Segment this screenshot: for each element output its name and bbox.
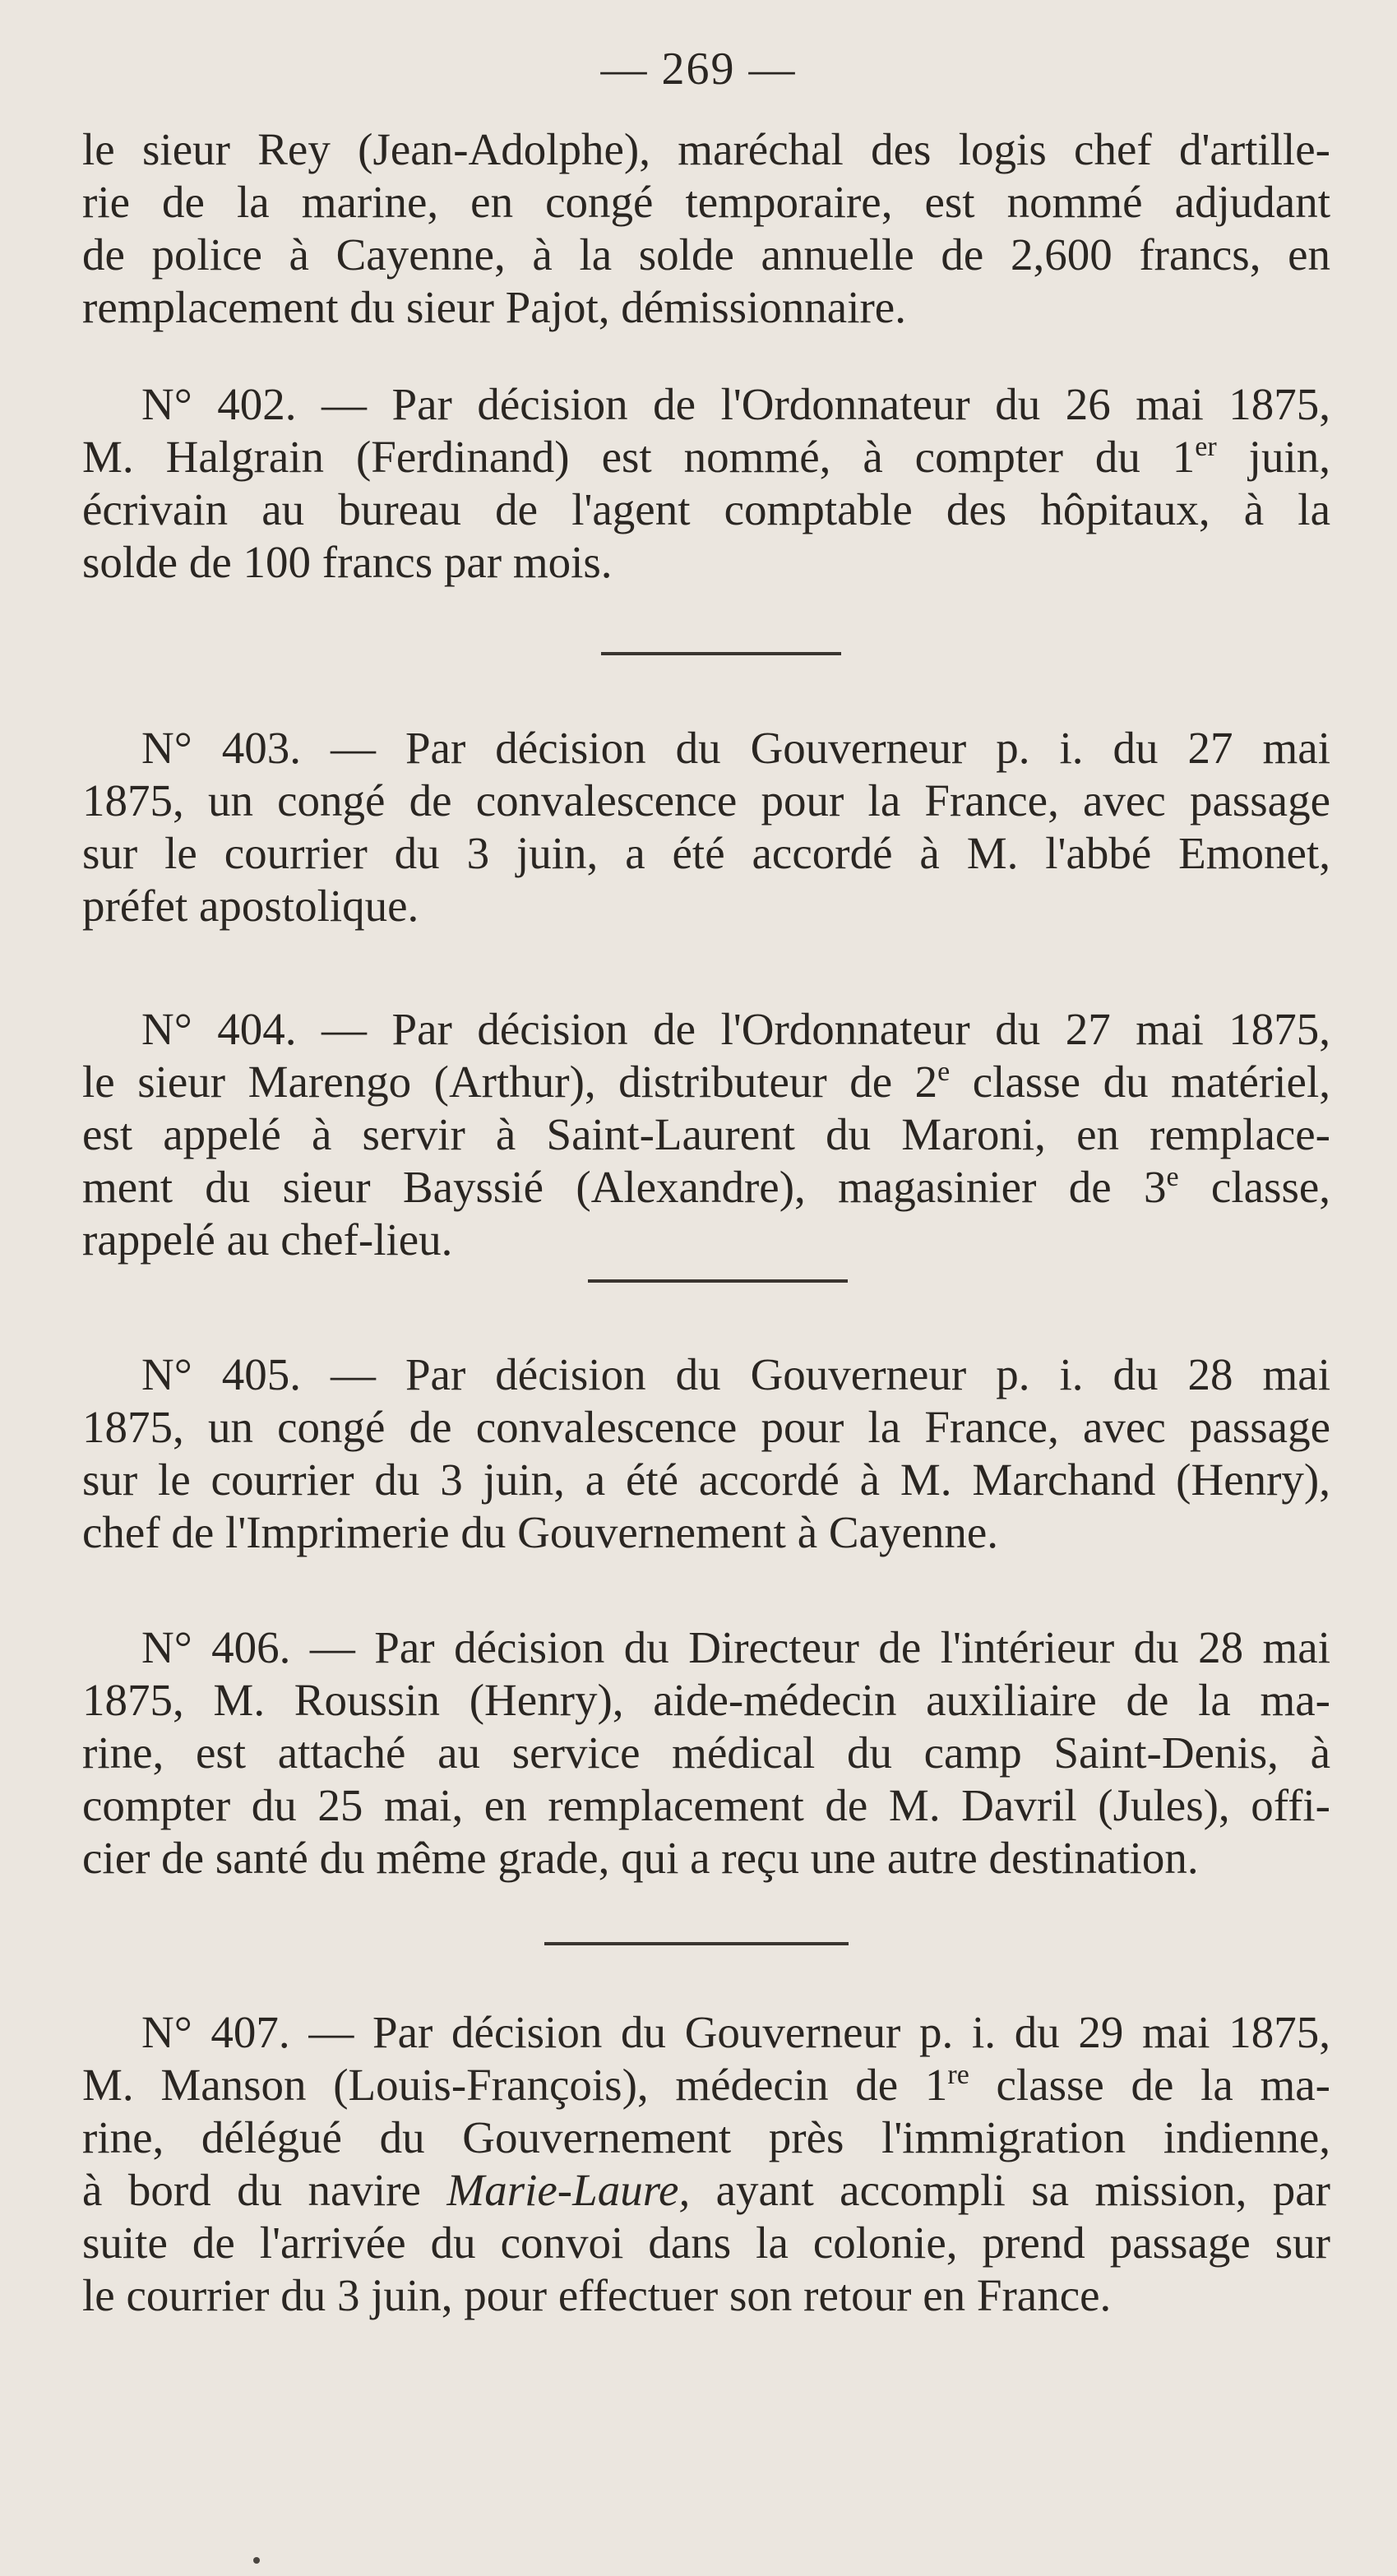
text-line: cier de santé du même grade, qui a reçu une autre destination. [82, 1833, 1199, 1883]
text-line: N° 404. — Par décision de l'Ordonnateur du 27 mai 1875, [141, 1004, 1330, 1054]
text-line: remplacement du sieur Pajot, démissionnaire. [82, 282, 906, 332]
text-line: préfet apostolique. [82, 881, 419, 931]
text-line: sur le courrier du 3 juin, a été accordé à M. Marchand (Henry), [82, 1454, 1330, 1505]
text-line: chef de l'Imprimerie du Gouvernement à Cayenne. [82, 1507, 999, 1557]
entry-405 [82, 1348, 1330, 1559]
text-line: rappelé au chef-lieu. [82, 1214, 453, 1265]
ship-name: Marie-Laure, [446, 2165, 691, 2215]
text-line: compter du 25 mai, en remplacement de M. Davril (Jules), offi- [82, 1780, 1330, 1830]
text-line: N° 402. — Par décision de l'Ordonnateur du 26 mai 1875, [141, 379, 1330, 429]
text-line: 1875, M. Roussin (Henry), aide-médecin auxiliaire de la ma- [82, 1675, 1330, 1725]
print-speck [253, 2557, 260, 2564]
separator-rule [601, 652, 841, 655]
entry-404 [82, 1003, 1330, 1266]
text-line: écrivain au bureau de l'agent comptable des hôpitaux, à la [82, 484, 1330, 534]
text-line: 1875, un congé de convalescence pour la France, avec passage [82, 1402, 1330, 1452]
text-line: à bord du navire Marie-Laure, ayant accompli sa mission, par [82, 2165, 1330, 2215]
text-line: est appelé à servir à Saint-Laurent du Maroni, en remplace- [82, 1109, 1330, 1159]
entry-407 [82, 2006, 1330, 2322]
text-line: rine, est attaché au service médical du camp Saint-Denis, à [82, 1727, 1330, 1778]
text-line: le sieur Marengo (Arthur), distributeur de 2e classe du matériel, [82, 1057, 1331, 1107]
text-line: N° 405. — Par décision du Gouverneur p. i. du 28 mai [141, 1349, 1330, 1399]
text-line: rie de la marine, en congé temporaire, est nommé adjudant [82, 177, 1330, 227]
entry-403 [82, 722, 1330, 932]
text-line: M. Halgrain (Ferdinand) est nommé, à compter du 1er juin, [82, 432, 1330, 482]
text-line: N° 406. — Par décision du Directeur de l'intérieur du 28 mai [141, 1622, 1330, 1672]
paragraph-continuation [82, 123, 1330, 334]
entry-402 [82, 378, 1330, 589]
text-line: le sieur Rey (Jean-Adolphe), maréchal des logis chef d'artille- [82, 124, 1330, 174]
separator-rule [588, 1279, 848, 1283]
text-line: de police à Cayenne, à la solde annuelle de 2,600 francs, en [82, 229, 1330, 280]
text-line: rine, délégué du Gouvernement près l'immigration indienne, [82, 2112, 1330, 2162]
text-line: solde de 100 francs par mois. [82, 537, 613, 587]
text-line: ment du sieur Bayssié (Alexandre), magasinier de 3e classe, [82, 1162, 1331, 1212]
text-line: 1875, un congé de convalescence pour la France, avec passage [82, 775, 1330, 826]
text-line: le courrier du 3 juin, pour effectuer son retour en France. [82, 2270, 1112, 2320]
text-line: suite de l'arrivée du convoi dans la colonie, prend passage sur [82, 2218, 1330, 2268]
page-number: — 269 — [600, 44, 797, 95]
text-line: M. Manson (Louis-François), médecin de 1re classe de la ma- [82, 2060, 1330, 2110]
text-line: N° 403. — Par décision du Gouverneur p. i. du 27 mai [141, 723, 1330, 773]
text-line: sur le courrier du 3 juin, a été accordé à M. l'abbé Emonet, [82, 828, 1330, 878]
separator-rule [544, 1942, 849, 1945]
text-line: N° 407. — Par décision du Gouverneur p. i. du 29 mai 1875, [141, 2007, 1330, 2057]
entry-406 [82, 1621, 1330, 1885]
